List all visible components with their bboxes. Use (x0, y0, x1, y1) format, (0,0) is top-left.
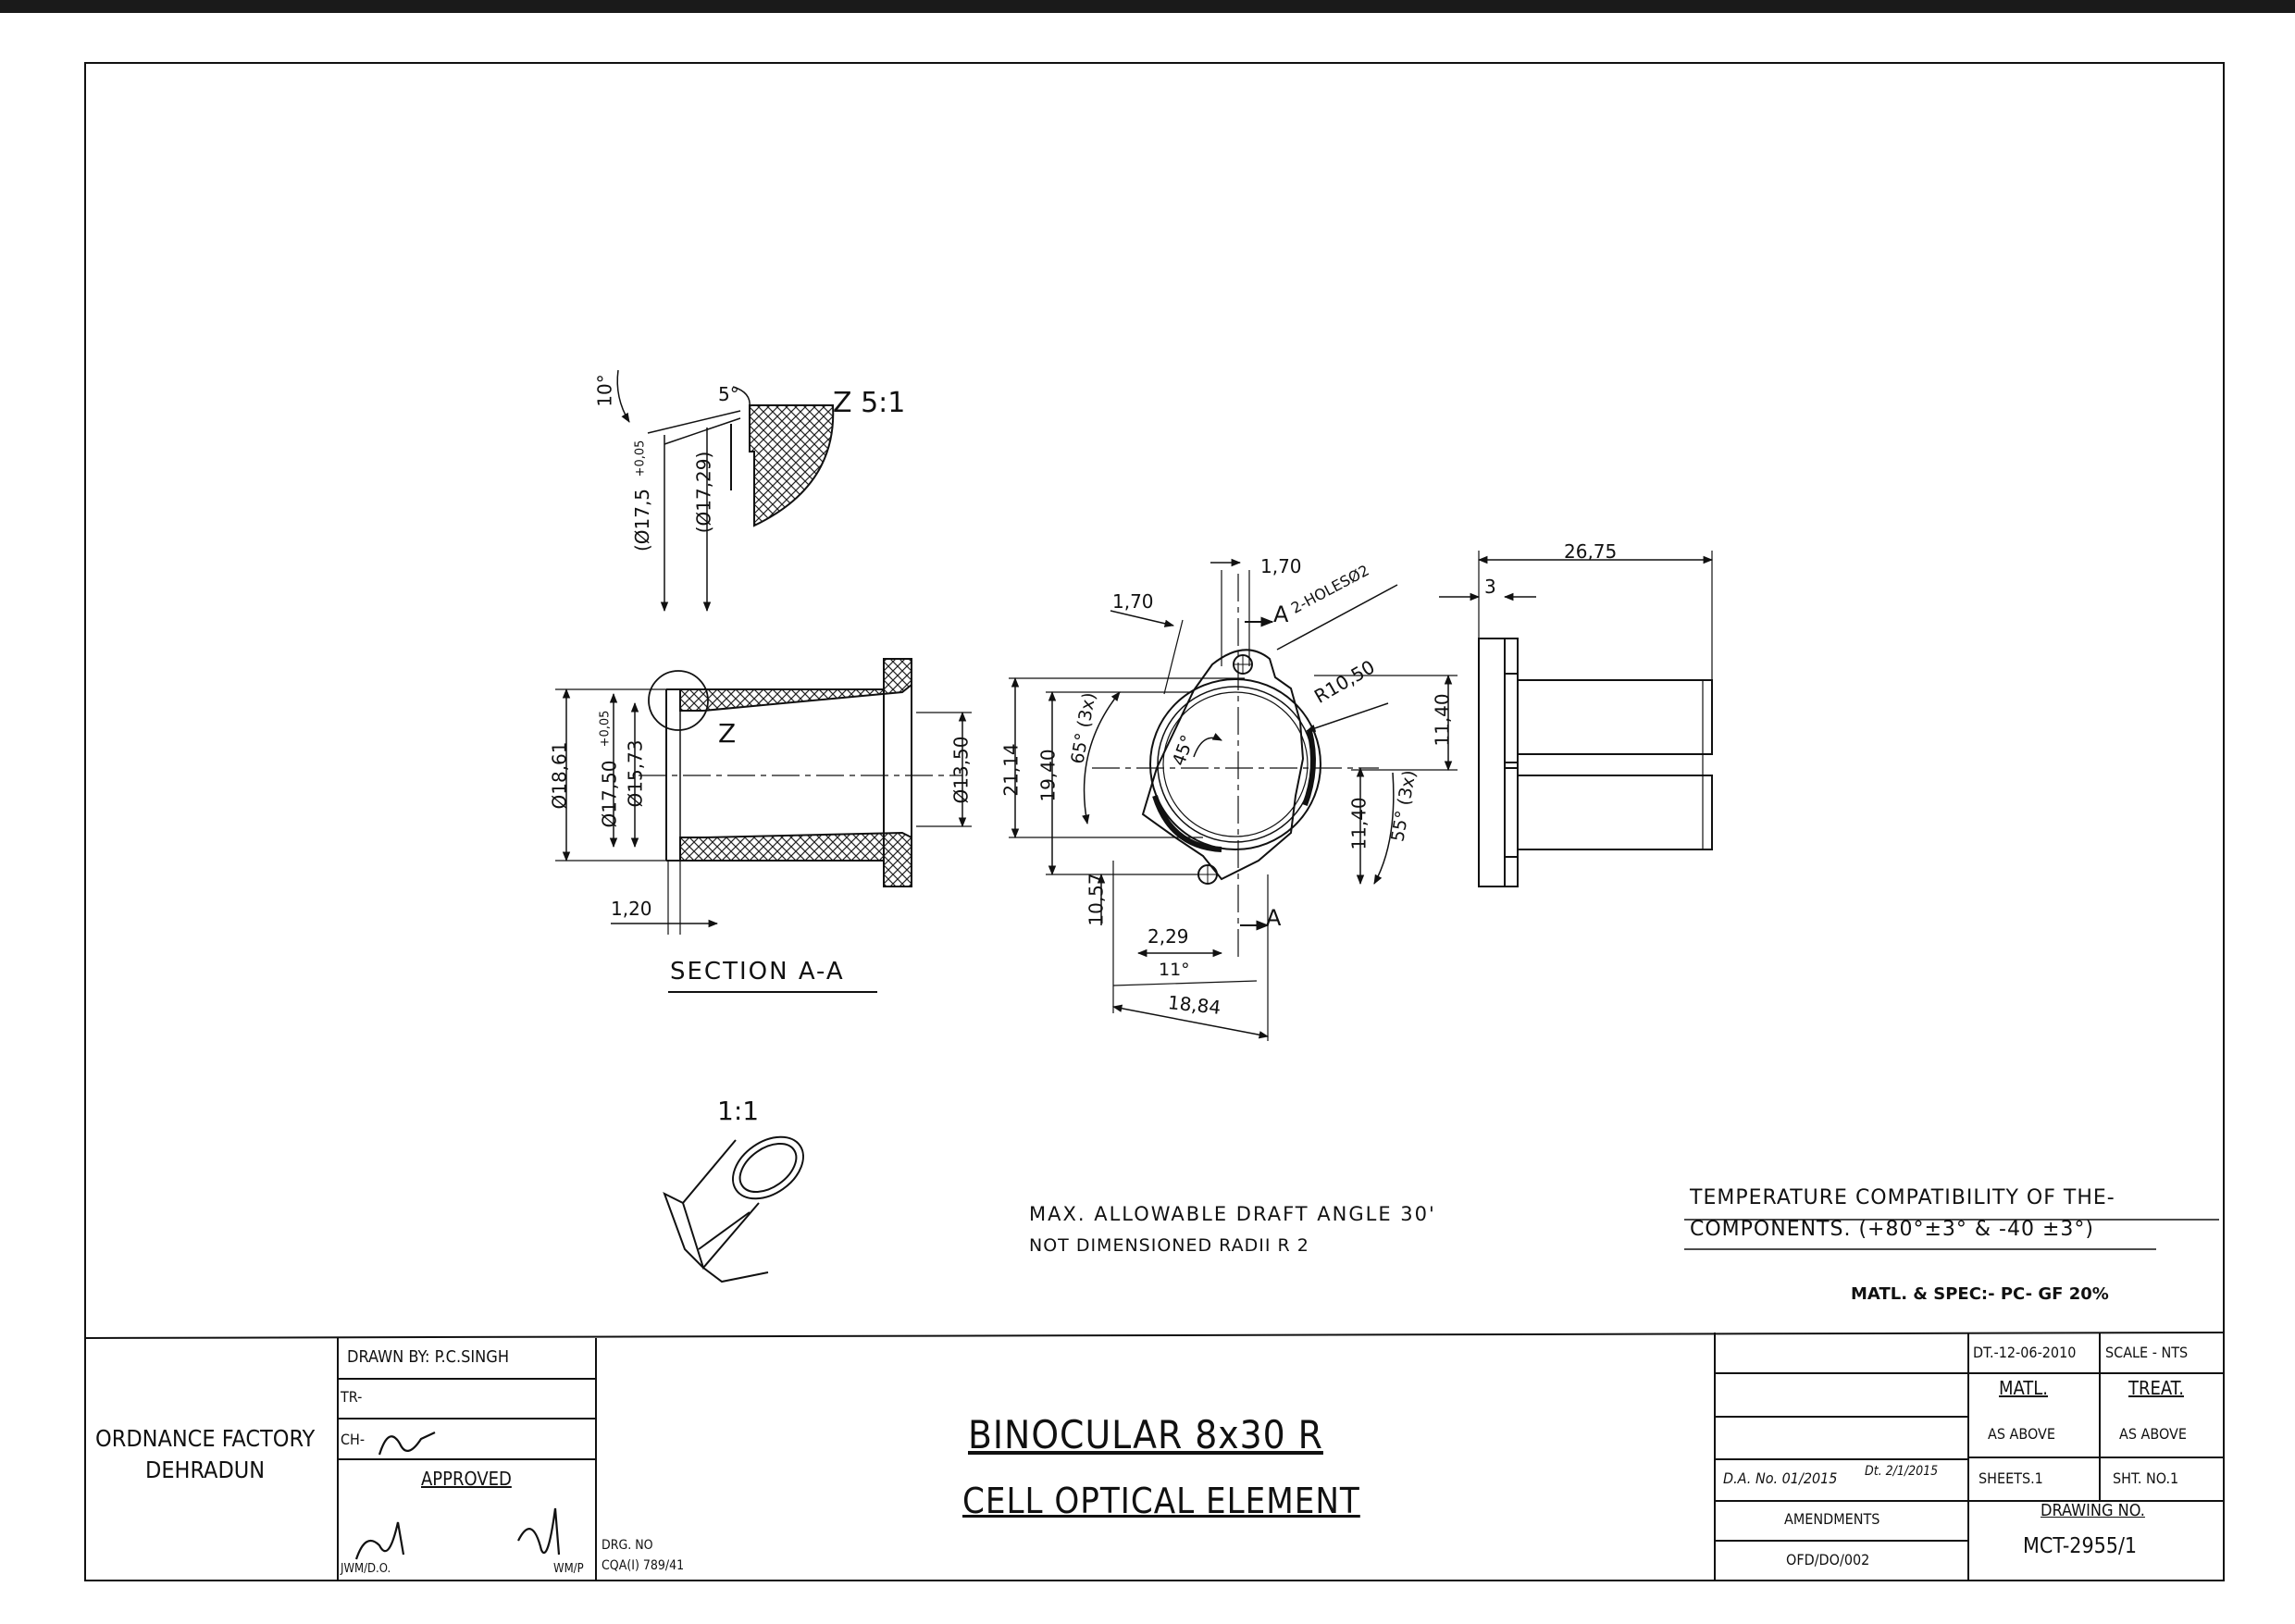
company-line1: ORDNANCE FACTORY (95, 1425, 316, 1452)
dim-d17-50: Ø17,50 (598, 760, 621, 828)
drg-no-value: CQA(I) 789/41 (602, 1558, 685, 1573)
dim-d13-50: Ø13,50 (949, 736, 973, 804)
dim-1-20: 1,20 (611, 898, 652, 920)
side-view (1439, 551, 1712, 886)
section-title: SECTION A-A (670, 958, 845, 986)
wmp-label: WM/P (553, 1562, 584, 1576)
dim-10-57: 10,57 (1085, 873, 1108, 926)
company-line2: DEHRADUN (145, 1457, 266, 1483)
dim-d18-61: Ø18,61 (548, 741, 571, 810)
signature-ch (379, 1432, 435, 1455)
dim-d15-73: Ø15,73 (624, 739, 647, 808)
dim-1-70-top: 1,70 (1260, 555, 1302, 577)
dim-26-75: 26,75 (1564, 540, 1618, 563)
approved-label: APPROVED (421, 1468, 512, 1490)
section-mark-bottom: A (1266, 905, 1282, 931)
dim-1-70-left: 1,70 (1112, 590, 1154, 613)
dim-d17-50-tol: +0,05 (598, 710, 613, 748)
isometric-view (664, 1124, 814, 1282)
note-draft-line2: NOT DIMENSIONED RADII R 2 (1029, 1235, 1309, 1256)
note-material: MATL. & SPEC:- PC- GF 20% (1851, 1284, 2109, 1304)
dim-55-deg: 55° (3x) (1387, 768, 1420, 844)
jwm-label: JWM/D.O. (341, 1562, 391, 1576)
dim-21-14: 21,14 (999, 743, 1023, 797)
sheets-field: SHEETS.1 (1979, 1469, 2043, 1487)
matl-value: AS ABOVE (1988, 1425, 2055, 1443)
amendments-label: AMENDMENTS (1784, 1510, 1880, 1528)
dim-holes: 2-HOLESØ2 (1288, 561, 1372, 617)
da-date: Dt. 2/1/2015 (1865, 1464, 1939, 1479)
da-number: D.A. No. 01/2015 (1723, 1469, 1838, 1487)
iso-scale: 1:1 (717, 1096, 760, 1126)
dim-d17-29: (Ø17,29) (692, 451, 715, 534)
dim-d17-5-tol: +0,05 (633, 440, 648, 477)
dim-19-40: 19,40 (1036, 749, 1060, 802)
dim-11-deg: 11° (1159, 960, 1190, 980)
note-temp-line1: TEMPERATURE COMPATIBILITY OF THE- (1690, 1186, 2115, 1209)
note-temp-line2: COMPONENTS. (+80°±3° & -40 ±3°) (1690, 1218, 2094, 1241)
drawing-no-value: MCT-2955/1 (2023, 1534, 2138, 1558)
ch-field: CH- (341, 1431, 366, 1448)
drawing-no-label: DRAWING NO. (2041, 1501, 2145, 1520)
detail-z-marker: Z (718, 718, 737, 749)
scale-field: SCALE - NTS (2105, 1344, 2189, 1361)
section-mark-top: A (1273, 601, 1289, 627)
ofd-field: OFD/DO/002 (1786, 1551, 1870, 1568)
treat-value: AS ABOVE (2119, 1425, 2187, 1443)
dim-r10-50: R10,50 (1310, 655, 1379, 708)
drg-no-label: DRG. NO (602, 1538, 653, 1553)
note-draft-line1: MAX. ALLOWABLE DRAFT ANGLE 30' (1029, 1203, 1436, 1225)
dim-65-deg: 65° (3x) (1067, 690, 1100, 766)
detail-z-scale: Z 5:1 (833, 387, 906, 419)
signature-wmp (518, 1508, 559, 1555)
sheet-no-field: SHT. NO.1 (2113, 1469, 2179, 1487)
drawing-title-line1: BINOCULAR 8x30 R (968, 1412, 1323, 1457)
drawn-by: DRAWN BY: P.C.SINGH (347, 1347, 510, 1367)
front-view (1009, 563, 1458, 1041)
signature-jwm (356, 1522, 403, 1559)
dim-11-40-right: 11,40 (1431, 693, 1454, 747)
dim-18-84: 18,84 (1166, 991, 1222, 1019)
dim-angle-5: 5° (718, 383, 739, 405)
dim-2-29: 2,29 (1148, 925, 1189, 948)
dim-angle-10: 10° (593, 374, 616, 407)
dim-d17-5-detail: (Ø17,5 (631, 488, 654, 552)
dim-11-40-lower: 11,40 (1347, 797, 1371, 850)
drawing-title-line2: CELL OPTICAL ELEMENT (962, 1481, 1360, 1521)
dim-45-deg: 45° (1168, 732, 1198, 769)
tr-field: TR- (341, 1388, 363, 1406)
treat-label: TREAT. (2128, 1377, 2184, 1399)
date-field: DT.-12-06-2010 (1973, 1344, 2077, 1361)
matl-label: MATL. (1999, 1377, 2048, 1399)
dim-3: 3 (1484, 576, 1496, 598)
